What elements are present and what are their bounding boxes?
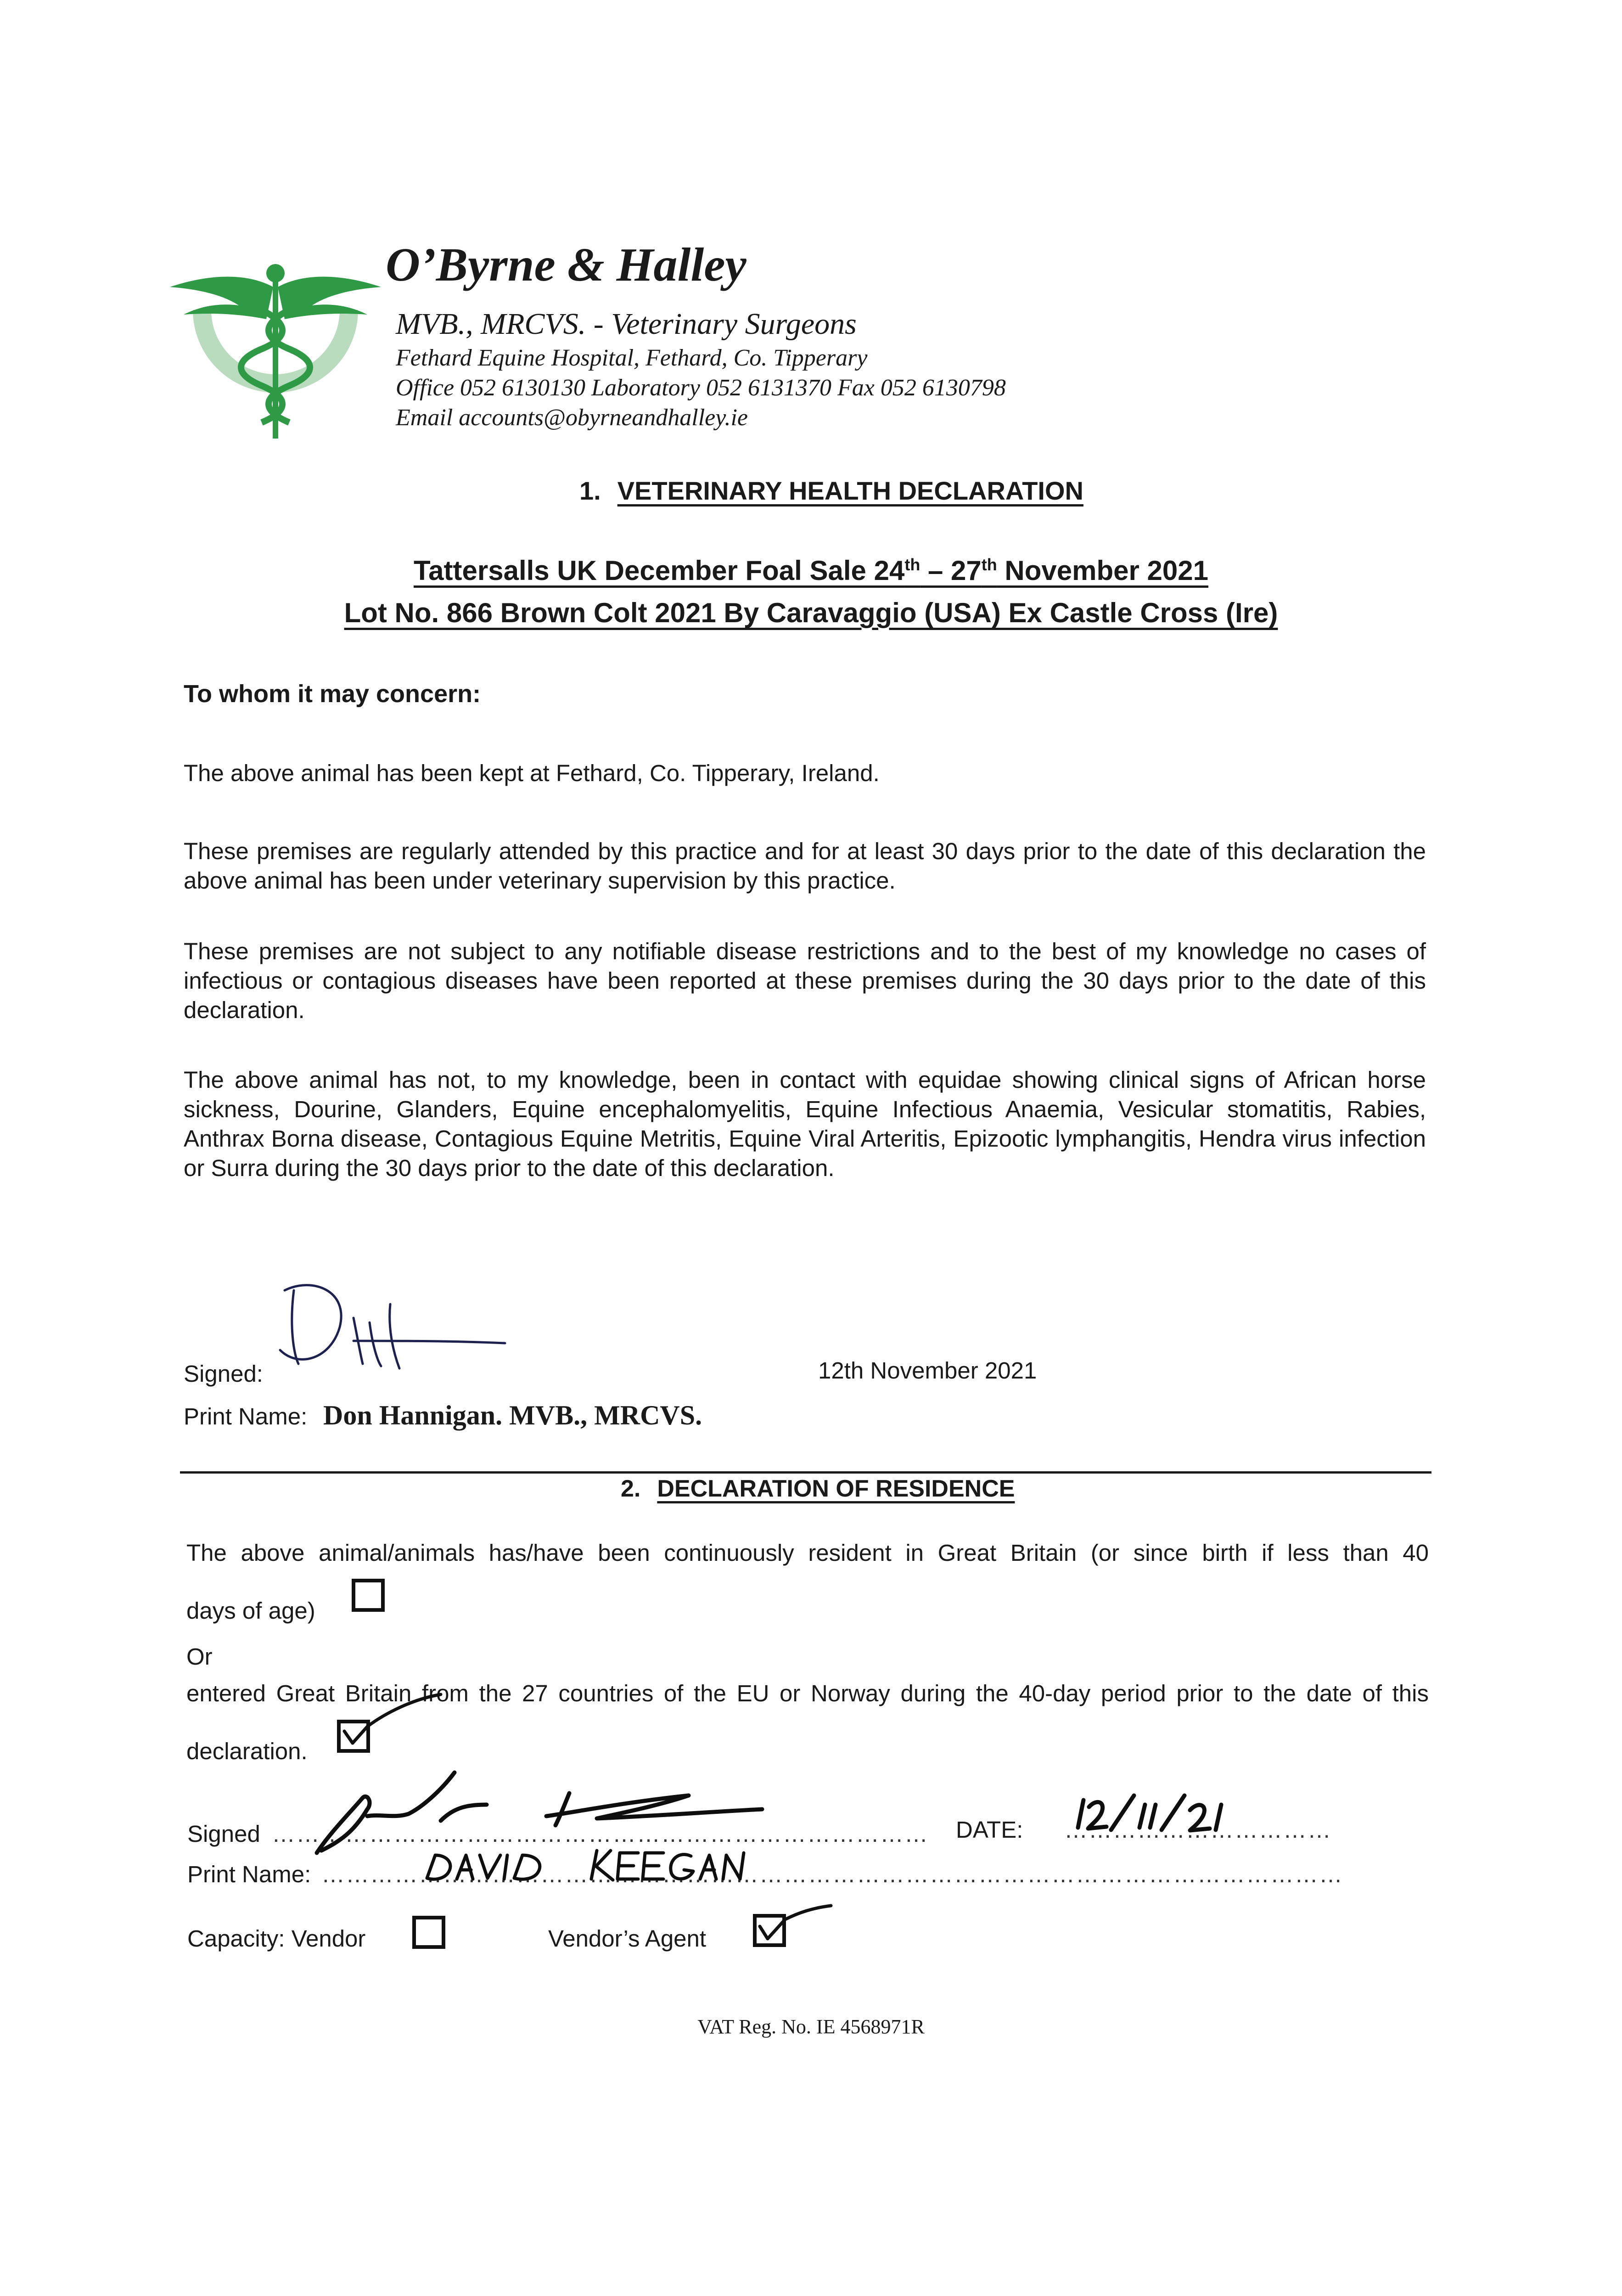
vendor-agent-label: Vendor’s Agent [548,1925,707,1952]
residence-statement-end: days of age) [186,1598,315,1624]
residence-statement: The above animal/animals has/have been continuously resident in Great Britain (or since birth if less than 40 [186,1540,1429,1566]
section-divider [180,1471,1431,1474]
vendor-print-name-label: Print Name: [187,1861,311,1887]
vendor-print-name-line: ……………………………………………………………………………………………………………… [321,1861,1343,1887]
paragraph-supervision: These premises are regularly attended by this practice and for at least 30 days prior to the date of this declaration the above animal has been under veterinary supervision by this practice. [184,838,1426,894]
paragraph-restrictions: These premises are not subject to any notifiable disease restrictions and to the best of my knowledge no cases of infectious or contagious diseases have been reported at these premises during the 30 days prior to the date of this declaration. [184,938,1426,1023]
sale-title-text: Tattersalls UK December Foal Sale 24 [413,555,905,586]
section1-heading [579,476,1083,506]
lot-title-text: Lot No. 866 Brown Colt 2021 By Caravaggio (USA) Ex Castle Cross (Ire) [344,597,1278,628]
section2-number: 2. [621,1475,641,1502]
caduceus-logo-icon [170,255,381,448]
firm-qualifications: MVB., MRCVS. - Veterinary Surgeons [396,307,857,341]
vendor-signed-label: Signed [187,1821,260,1847]
firm-contact-numbers: Office 052 6130130 Laboratory 052 6131370 Fax 052 6130798 [396,375,1006,401]
vet-print-name-label: Print Name: [184,1403,308,1429]
or-separator: Or [186,1643,213,1670]
vet-signature [271,1272,519,1378]
paragraph-kept-at: The above animal has been kept at Fethard, Co. Tipperary, Ireland. [184,760,880,786]
capacity-vendor-label: Capacity: Vendor [187,1925,366,1952]
vet-print-name: Don Hannigan. MVB., MRCVS. [323,1400,702,1430]
vet-signed-label: Signed: [184,1361,263,1387]
entered-statement-end: declaration. [186,1738,308,1764]
firm-address: Fethard Equine Hospital, Fethard, Co. Tipperary [396,345,868,371]
entered-checkbox[interactable] [337,1720,370,1753]
section2-title: DECLARATION OF RESIDENCE [657,1475,1015,1502]
salutation: To whom it may concern: [184,680,481,708]
vendor-signature-line: ……………………………………………………………………… [272,1821,929,1847]
vendor-date-line: …………………………… [1064,1817,1332,1843]
vendor-agent-checkbox[interactable] [753,1914,786,1947]
section2-heading [621,1475,1015,1503]
section1-number: 1. [579,476,601,505]
firm-email: Email accounts@obyrneandhalley.ie [396,405,748,431]
sale-title-post: November 2021 [997,555,1209,586]
sale-title-sup1: th [904,555,920,574]
sale-title [0,555,1622,586]
entered-statement: entered Great Britain from the 27 countries of the EU or Norway during the 40-day period prior to the date of this [186,1680,1429,1706]
vet-signed-date: 12th November 2021 [818,1357,1037,1384]
vat-registration: VAT Reg. No. IE 4568971R [697,2015,925,2038]
vendor-checkbox[interactable] [412,1916,445,1949]
sale-title-sup2: th [981,555,997,574]
resident-checkbox[interactable] [352,1579,385,1612]
section1-title: VETERINARY HEALTH DECLARATION [617,476,1083,505]
lot-title [0,597,1622,629]
sale-title-mid: – 27 [920,555,982,586]
vendor-date-label: DATE: [956,1817,1023,1843]
paragraph-contact-diseases: The above animal has not, to my knowledge, been in contact with equidae showing clinical signs of African horse sickness, Dourine, Glanders, Equine encephalomyelitis, Equine Infectious Anaemia, Vesicular stomatitis, Rabies, Anthrax Borna disease, Contagious Equine Metritis, Equine Viral Arteritis, Epizootic lymphangitis, Hendra virus infection or Surra during the 30 days prior to the date of this declaration. [184,1067,1426,1181]
firm-name: O’Byrne & Halley [386,238,746,291]
